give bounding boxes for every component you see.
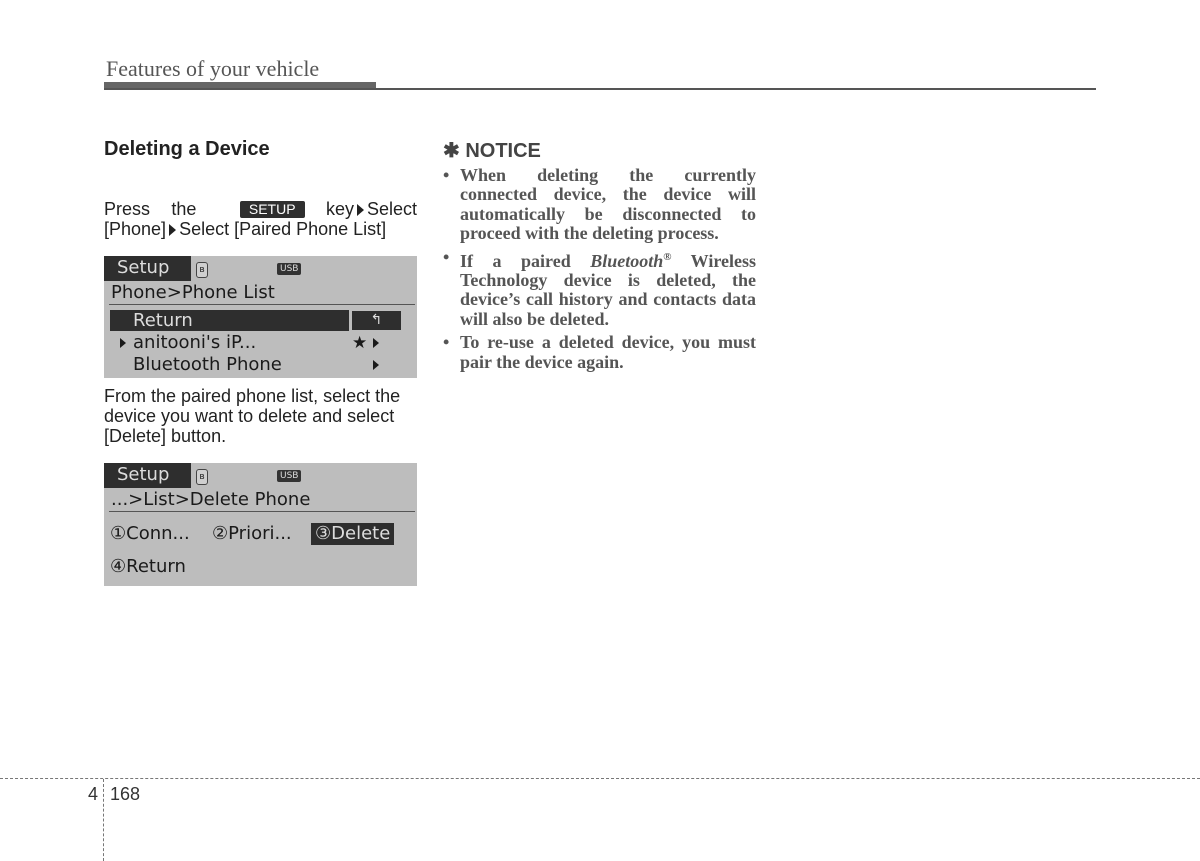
lcd-title: Setup	[117, 464, 170, 485]
lcd-breadcrumb: Phone>Phone List	[111, 282, 275, 303]
usb-badge: USB	[277, 470, 301, 482]
lcd-screen-delete-phone	[104, 463, 417, 586]
notice-bullet	[443, 248, 756, 330]
notice-text: To re-use a deleted device, you must pair the device again.	[460, 332, 756, 372]
arrow-right-icon	[357, 204, 364, 216]
header-rule-thin	[104, 88, 1096, 90]
notice-bullet	[443, 333, 756, 372]
lcd-breadcrumb: ...>List>Delete Phone	[111, 489, 311, 510]
bluetooth-trademark: Bluetooth	[590, 250, 664, 271]
select-paired-text: Select [Paired Phone List]	[179, 219, 387, 239]
return-icon[interactable]: ↰	[352, 311, 401, 330]
page-number: 168	[110, 784, 141, 804]
option-connect[interactable]: ①Conn...	[110, 523, 190, 544]
key-word: key	[325, 199, 354, 219]
key-select	[326, 199, 417, 219]
lcd-status-bar	[104, 256, 417, 281]
phone-menu-text: [Phone]	[104, 219, 167, 239]
notice-title: ✱ NOTICE	[443, 140, 541, 162]
the-word: the	[171, 199, 197, 219]
footer-divider	[103, 779, 104, 861]
option-return[interactable]: ④Return	[110, 556, 186, 577]
lcd-item-phone[interactable]: anitooni's iP...	[133, 332, 257, 353]
lcd-divider	[109, 304, 415, 305]
usb-badge: USB	[277, 263, 301, 275]
notice-text	[460, 248, 756, 330]
running-header: Features of your vehicle	[106, 56, 320, 81]
notice-bullet	[443, 166, 756, 244]
notice-text: When deleting the currently connected device, the device will automatically be disconnected to proceed with the deleting process.	[460, 165, 756, 244]
lcd-screen-phone-list	[104, 256, 417, 378]
select-word: Select	[366, 199, 417, 219]
instruction-step2: From the paired phone list, select the device you want to delete and select [Delete] button.	[104, 386, 401, 446]
lcd-title: Setup	[117, 257, 170, 278]
registered-mark: ®	[663, 250, 672, 263]
press-word: Press	[104, 199, 151, 219]
bluetooth-icon: ʙ	[196, 469, 208, 485]
bullet-dot: •	[443, 165, 450, 185]
section-title: Deleting a Device	[104, 138, 270, 160]
chevron-right-icon	[373, 338, 379, 348]
lcd-item-bluetooth-phone[interactable]: Bluetooth Phone	[133, 354, 282, 375]
pointer-icon	[120, 338, 126, 348]
notice-text-part: If a paired	[460, 250, 571, 271]
option-delete[interactable]: ③Delete	[311, 523, 394, 545]
footer-rule	[0, 778, 1200, 779]
notice-text-part: Wireless Technology device is deleted, the device’s call history and contacts data will also be deleted.	[460, 250, 756, 329]
lcd-status-bar	[104, 463, 417, 488]
setup-key-badge: SETUP	[240, 201, 305, 218]
notice-list	[443, 166, 756, 376]
lcd-divider	[109, 511, 415, 512]
chapter-number: 4	[88, 784, 99, 804]
bullet-dot: •	[443, 246, 450, 267]
star-icon: ★	[352, 333, 368, 353]
instruction-step1	[104, 199, 417, 239]
bluetooth-icon: ʙ	[196, 262, 208, 278]
chevron-right-icon	[373, 360, 379, 370]
arrow-right-icon	[169, 224, 176, 236]
option-priority[interactable]: ②Priori...	[212, 523, 292, 544]
bullet-dot: •	[443, 332, 450, 353]
lcd-item-return[interactable]: Return	[133, 310, 193, 331]
